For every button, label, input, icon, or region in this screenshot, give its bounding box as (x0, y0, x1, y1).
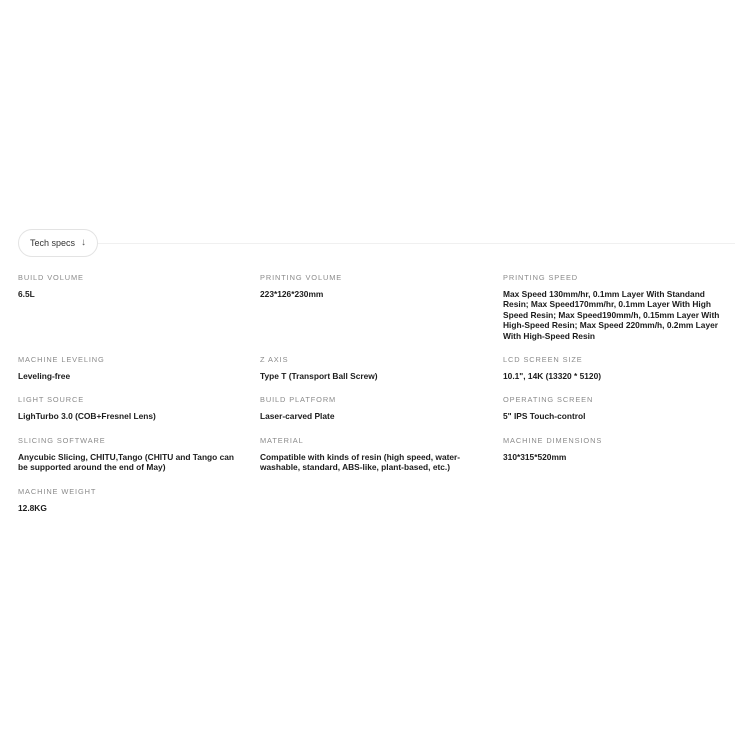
spec-light-source (18, 395, 244, 421)
spec-value: 310*315*520mm (503, 452, 567, 462)
spec-material (260, 436, 486, 473)
spec-label: Z AXIS (260, 355, 289, 364)
spec-label: PRINTING SPEED (503, 273, 579, 282)
spec-value: LighTurbo 3.0 (COB+Fresnel Lens) (18, 411, 156, 421)
tech-specs-tab-label: Tech specs (29, 238, 76, 248)
spec-label: OPERATING SCREEN (503, 395, 594, 404)
spec-printing-volume (260, 273, 486, 299)
spec-machine-leveling (18, 355, 244, 381)
spec-value: 223*126*230mm (260, 289, 324, 299)
spec-value: Anycubic Slicing, CHITU,Tango (CHITU and Tango can be supported around the end of May) (18, 452, 235, 473)
spec-label: MACHINE LEVELING (18, 355, 105, 364)
spec-printing-speed (503, 273, 729, 341)
spec-build-volume (18, 273, 244, 299)
spec-value: Type T (Transport Ball Screw) (260, 371, 378, 381)
spec-label: MACHINE WEIGHT (18, 487, 97, 496)
tech-specs-tabbar (18, 229, 735, 257)
tech-specs-tab[interactable] (18, 229, 98, 257)
spec-value: 12.8KG (18, 503, 47, 513)
spec-z-axis (260, 355, 486, 381)
spec-label: BUILD PLATFORM (260, 395, 337, 404)
arrow-down-icon: ↓ (81, 237, 87, 248)
spec-label: LIGHT SOURCE (18, 395, 85, 404)
spec-value: 6.5L (18, 289, 35, 299)
spec-label: PRINTING VOLUME (260, 273, 343, 282)
spec-label: SLICING SOFTWARE (18, 436, 106, 445)
spec-label: MATERIAL (260, 436, 304, 445)
spec-label: BUILD VOLUME (18, 273, 84, 282)
spec-value: Max Speed 130mm/hr, 0.1mm Layer With Standand Resin; Max Speed170mm/hr, 0.1mm Layer With High Speed Resin; Max Speed190mm/h, 0.15mm Layer With High-Speed Resin; Max Speed 220mm/h, 0.2mm Layer With High-Speed Resin (503, 289, 720, 341)
divider (98, 243, 735, 244)
spec-lcd-screen-size (503, 355, 729, 381)
spec-build-platform (260, 395, 486, 421)
spec-operating-screen (503, 395, 729, 421)
spec-value: Compatible with kinds of resin (high speed, water-washable, standard, ABS-like, plant-based, etc.) (260, 452, 461, 473)
spec-value: Laser-carved Plate (260, 411, 335, 421)
spec-value: 10.1", 14K (13320 * 5120) (503, 371, 602, 381)
spec-slicing-software (18, 436, 244, 473)
spec-value: 5" IPS Touch-control (503, 411, 586, 421)
spec-machine-dimensions (503, 436, 729, 462)
spec-label: MACHINE DIMENSIONS (503, 436, 603, 445)
spec-label: LCD SCREEN SIZE (503, 355, 583, 364)
spec-machine-weight (18, 487, 244, 513)
spec-value: Leveling-free (18, 371, 71, 381)
